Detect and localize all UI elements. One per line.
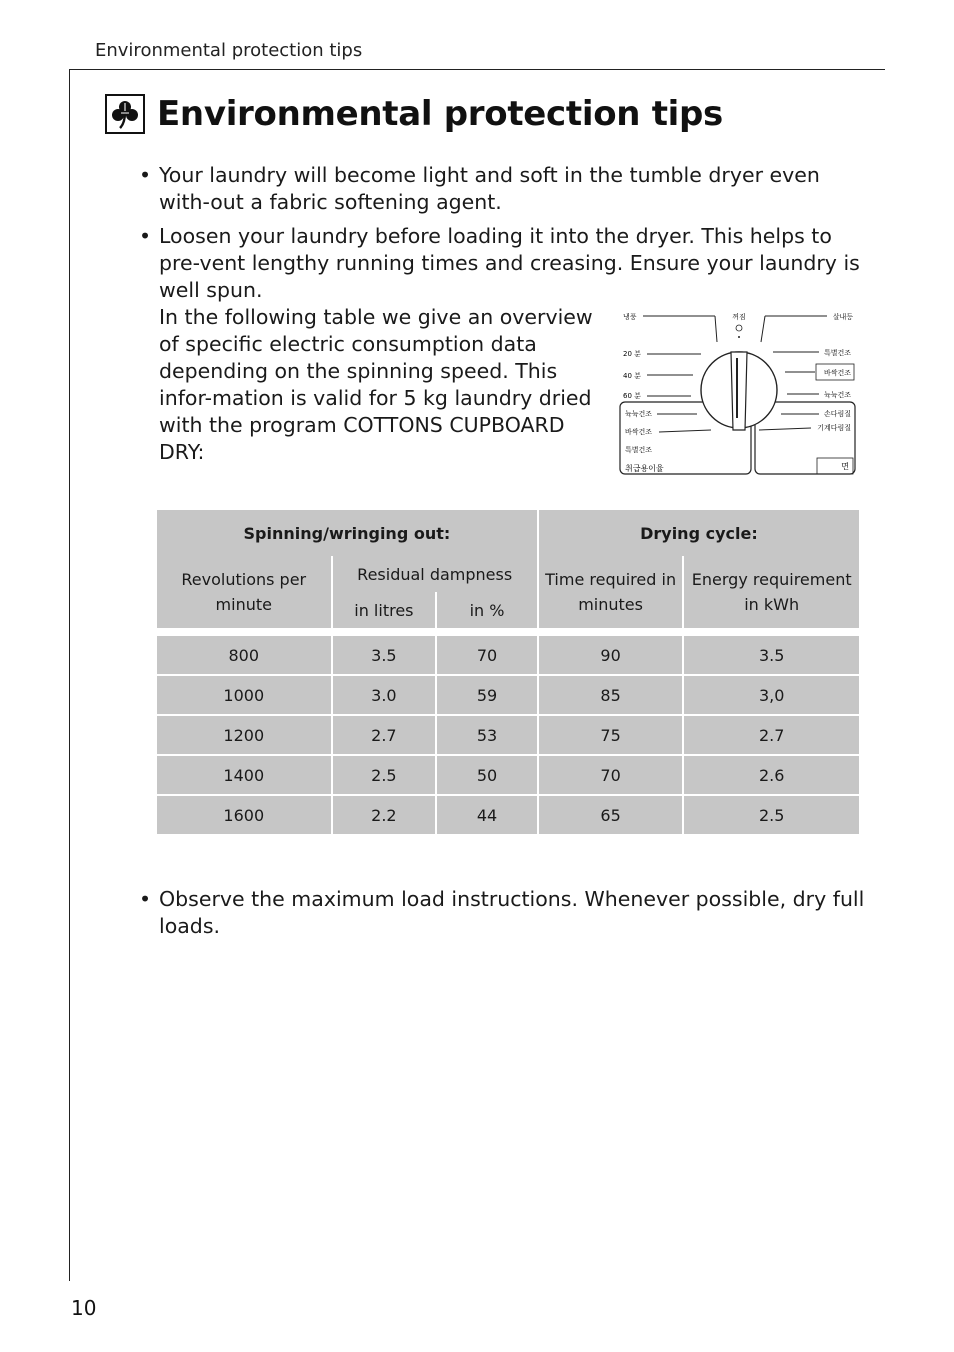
panel-label-60: 60 분	[623, 392, 641, 400]
cell-energy: 2.6	[683, 755, 860, 795]
cell-litres: 3.0	[332, 675, 437, 715]
table-row	[156, 715, 860, 755]
consumption-table	[155, 508, 861, 836]
cell-rpm: 800	[156, 635, 332, 675]
cell-percent: 50	[436, 755, 538, 795]
table-row	[156, 795, 860, 835]
margin-rule	[69, 69, 70, 1281]
cell-rpm: 1600	[156, 795, 332, 835]
cell-energy: 3,0	[683, 675, 860, 715]
col-header-percent: in %	[436, 592, 538, 629]
bullet-text: Your laundry will become light and soft in the tumble dryer even with-out a fabric softening agent.	[159, 163, 820, 214]
cell-time: 65	[538, 795, 684, 835]
col-header-residual: Residual dampness	[332, 556, 538, 592]
cell-percent: 70	[436, 635, 538, 675]
bullet-text: Observe the maximum load instructions. Whenever possible, dry full loads.	[159, 887, 865, 938]
section-title-row	[105, 94, 723, 134]
panel-label-l5: 바싹건조	[625, 428, 653, 436]
bullet-loosen: • Loosen your laundry before loading it into the dryer. This helps to pre-vent lengthy running times and creasing. Ensure your laundry is well spun.	[139, 223, 869, 304]
panel-label-r1: 특별건조	[823, 349, 851, 357]
col-header-energy: Energy requirement in kWh	[683, 556, 860, 629]
cell-litres: 3.5	[332, 635, 437, 675]
panel-label-l6: 특별건조	[625, 446, 653, 454]
cell-percent: 59	[436, 675, 538, 715]
col-header-rpm: Revolutions per minute	[156, 556, 332, 629]
cell-energy: 2.7	[683, 715, 860, 755]
panel-label-off: 꺼짐	[732, 313, 746, 321]
panel-label-l4: 뉵뉵건조	[625, 410, 653, 418]
header-rule	[69, 69, 885, 70]
panel-label-easy-care: 취급용이율	[625, 464, 664, 473]
panel-label-cool: 냉풍	[623, 313, 637, 321]
page-title: Environmental protection tips	[157, 94, 723, 134]
cell-time: 70	[538, 755, 684, 795]
panel-label-r5: 기계다림질	[817, 424, 851, 432]
cell-time: 90	[538, 635, 684, 675]
panel-label-r4: 손다림질	[823, 410, 851, 418]
cell-percent: 44	[436, 795, 538, 835]
bullet-text: Loosen your laundry before loading it into the dryer. This helps to pre-vent lengthy running times and creasing. Ensure your laundry is well spun.	[159, 224, 860, 302]
intro-paragraph: In the following table we give an overview of specific electric consumption data depending on the spinning speed. This infor-mation is valid for 5 kg laundry dried with the program COTTONS CUPBOARD DRY:	[159, 305, 593, 464]
cell-rpm: 1000	[156, 675, 332, 715]
table-row	[156, 635, 860, 675]
cell-litres: 2.2	[332, 795, 437, 835]
page-number: 10	[71, 1296, 97, 1320]
clover-icon	[105, 94, 145, 134]
panel-label-20: 20 분	[623, 350, 641, 358]
cell-energy: 3.5	[683, 635, 860, 675]
cell-litres: 2.7	[332, 715, 437, 755]
table-row	[156, 675, 860, 715]
cell-rpm: 1400	[156, 755, 332, 795]
control-panel-illustration	[615, 306, 865, 486]
bullet-max-load: • Observe the maximum load instructions. Whenever possible, dry full loads.	[139, 886, 869, 940]
panel-label-cotton: 면	[841, 462, 849, 471]
panel-label-r3: 뉵뉵건조	[823, 391, 851, 399]
cell-percent: 53	[436, 715, 538, 755]
cell-rpm: 1200	[156, 715, 332, 755]
col-header-time: Time required in minutes	[538, 556, 684, 629]
running-header: Environmental protection tips	[95, 40, 363, 61]
col-header-litres: in litres	[332, 592, 437, 629]
cell-litres: 2.5	[332, 755, 437, 795]
panel-label-light: 살내등	[832, 313, 853, 321]
table-row	[156, 755, 860, 795]
panel-label-40: 40 분	[623, 372, 641, 380]
group-header-drying: Drying cycle:	[538, 509, 860, 556]
cell-energy: 2.5	[683, 795, 860, 835]
cell-time: 75	[538, 715, 684, 755]
bullet-softener: • Your laundry will become light and soft in the tumble dryer even with-out a fabric softening agent.	[139, 162, 869, 216]
panel-label-r2: 바싹건조	[823, 369, 851, 377]
cell-time: 85	[538, 675, 684, 715]
group-header-spinning: Spinning/wringing out:	[156, 509, 538, 556]
